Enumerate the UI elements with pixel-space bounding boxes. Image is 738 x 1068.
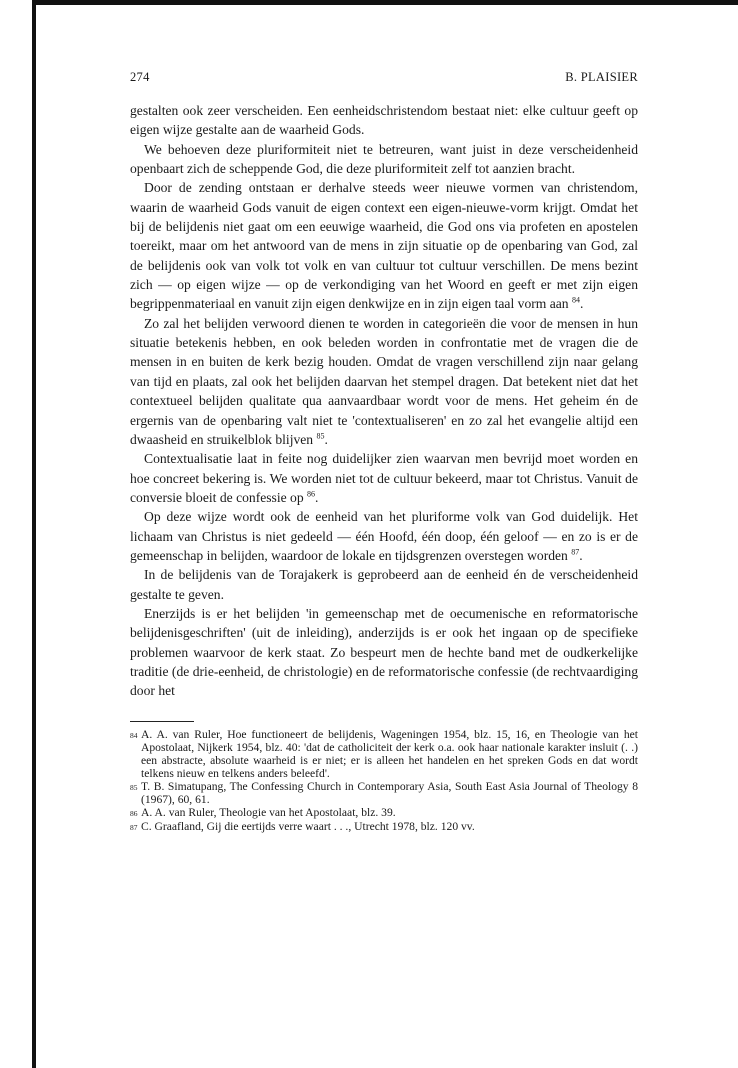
page [130, 70, 638, 834]
footnote [130, 806, 638, 820]
footnotes [130, 728, 638, 835]
footnote [130, 820, 638, 834]
paragraph: Contextualisatie laat in feite nog duidelijker zien waarvan men bevrijd moet worden en hoe concreet bekering is. We worden niet tot de cultuur bekeerd, maar tot Christus. Vanuit de conversie bloeit de confessie op $^{86}$. [130, 451, 638, 505]
footnote-number: 86 [130, 809, 138, 819]
paragraph: Enerzijds is er het belijden 'in gemeenschap met de oecumenische en reformatorische belijdenisgeschriften' (uit de inleiding), anderzijds is er ook het ingaan op de specifieke problemen waarvoor de kerk staat. Zo bespeurt men de hechte band met de oudkerkelijke traditie (de drie-eenheid, de christologie) en de reformatorische confessie (de rechtvaardiging door het [130, 605, 638, 699]
footnote-ref: 85 [316, 431, 325, 441]
paragraph: Op deze wijze wordt ook de eenheid van het pluriforme volk van God duidelijk. Het lichaam van Christus is niet gedeeld — één Hoofd, één doop, één geloof — en zo is er de gemeenschap in belijden, waardoor de lokale en tijdsgrenzen overstegen worden $^{87}$. [130, 509, 638, 563]
footnote-text: C. Graafland, Gij die eertijds verre waart . . ., Utrecht 1978, blz. 120 vv. [141, 820, 475, 834]
footnote [130, 780, 638, 806]
paragraph: Door de zending ontstaan er derhalve steeds weer nieuwe vormen van christendom, waarin de waarheid Gods vanuit de eigen context een eigen-nieuwe-vorm krijgt. Omdat het bij de belijdenis niet gaat om een eeuwige waarheid, die God ons via profeten en apostelen toereikt, maar om het antwoord van de mens in zijn situatie op de openbaring van God, zal de belijdenis ook van volk tot volk en van cultuur tot cultuur verschillen. De mens bezint zich — op eigen wijze — op de verkondiging van het Woord en geeft er met zijn eigen begrippenmateriaal en vanuit zijn eigen denkwijze en in zijn eigen taal vorm aan $^{84}$. [130, 180, 638, 312]
page-number: 274 [130, 70, 150, 84]
footnote-text: A. A. van Ruler, Hoe functioneert de belijdenis, Wageningen 1954, blz. 15, 16, en Theologie van het Apostolaat, Nijkerk 1954, blz. 40: 'dat de catholiciteit der kerk o.a. ook haar nationale karakter insluit (. .) een abstracte, absolute waarheid is er niet; er is alleen het handelen en het spreken Gods en dat wordt telkens nieuw en telkens anders beleefd'. [141, 727, 638, 780]
scan-border-top [32, 0, 738, 5]
footnote-divider [130, 721, 194, 722]
paragraph: Zo zal het belijden verwoord dienen te worden in categorieën die voor de mensen in hun situatie betekenis hebben, en ook beleden worden in confrontatie met de vragen die de mensen in en buiten de kerk bezig houden. Omdat de vragen verschillend zijn naar gelang van tijd en plaats, zal ook het belijden daarvan het stempel dragen. Dat betekent niet dat het contextueel belijden qualitate qua aanvaardbaar wordt voor de mens. Het geheim én de ergernis van de openbaring valt niet te 'contextualiseren' en zo zal het evangelie altijd een dwaasheid en struikelblok blijven $^{85}$. [130, 315, 638, 447]
footnote-number: 84 [130, 730, 138, 740]
footnote [130, 728, 638, 780]
running-title: B. PLAISIER [565, 70, 638, 84]
footnote-number: 85 [130, 783, 138, 793]
footnote-text: T. B. Simatupang, The Confessing Church in Contemporary Asia, South East Asia Journal of Theology 8 (1967), 60, 61. [141, 780, 638, 807]
scan-border-left [32, 0, 36, 1068]
paragraph: We behoeven deze pluriformiteit niet te betreuren, want juist in deze verscheidenheid openbaart zich de scheppende God, die deze pluriformiteit zelf tot aanzien bracht. [130, 141, 638, 177]
paragraph: gestalten ook zeer verscheiden. Een eenheidschristendom bestaat niet: elke cultuur geeft op eigen wijze gestalte aan de waarheid Gods. [130, 103, 638, 138]
footnote-text: A. A. van Ruler, Theologie van het Apostolaat, blz. 39. [141, 806, 396, 820]
footnote-ref: 86 [307, 489, 316, 499]
footnote-number: 87 [130, 823, 138, 833]
footnote-ref: 87 [571, 547, 580, 557]
footnote-ref: 84 [572, 295, 581, 305]
paragraph: In de belijdenis van de Torajakerk is geprobeerd aan de eenheid én de verscheidenheid gestalte te geven. [130, 567, 638, 602]
running-head [130, 70, 638, 85]
body-text [130, 101, 638, 701]
